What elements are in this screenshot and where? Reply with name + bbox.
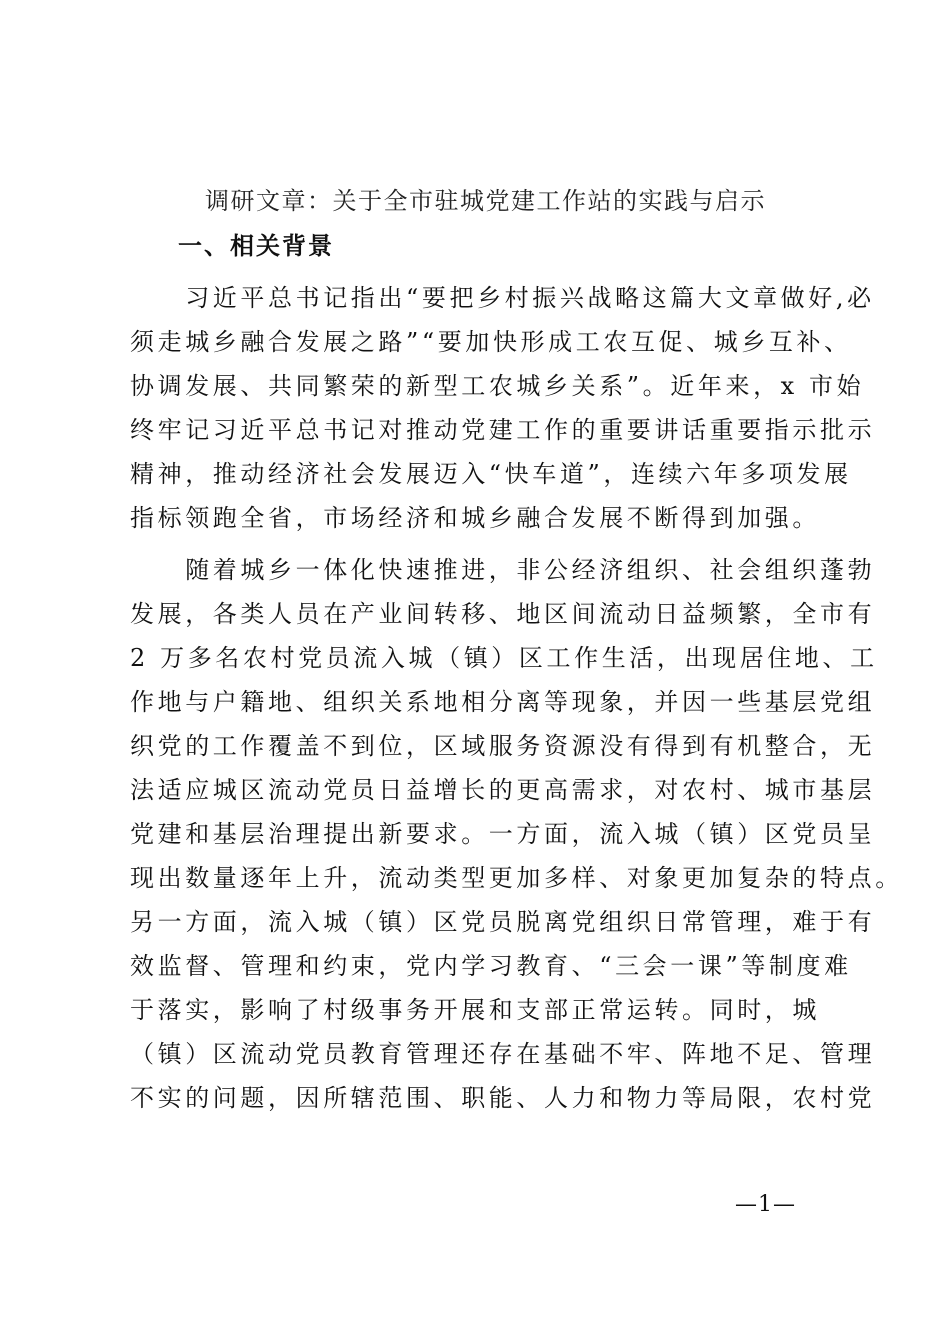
paragraph-line: 不实的问题，因所辖范围、职能、人力和物力等局限，农村党 (130, 1084, 876, 1112)
document-title: 调研文章：关于全市驻城党建工作站的实践与启示 (205, 187, 766, 215)
paragraph-1 (130, 276, 876, 540)
paragraph-line: 随着城乡一体化快速推进，非公经济组织、社会组织蓬勃 (130, 556, 876, 584)
paragraph-line: 精神，推动经济社会发展迈入“快车道”，连续六年多项发展 (130, 460, 852, 488)
paragraph-line: 须走城乡融合发展之路”“要加快形成工农互促、城乡互补、 (130, 328, 852, 356)
paragraph-2 (130, 548, 903, 1120)
paragraph-line: 效监督、管理和约束，党内学习教育、“三会一课”等制度难 (130, 952, 852, 980)
paragraph-line: 作地与户籍地、组织关系地相分离等现象，并因一些基层党组 (130, 688, 876, 716)
paragraph-line: 终牢记习近平总书记对推动党建工作的重要讲话重要指示批示 (130, 416, 876, 444)
paragraph-line: （镇）区流动党员教育管理还存在基础不牢、阵地不足、管理 (130, 1040, 876, 1068)
paragraph-line: 于落实，影响了村级事务开展和支部正常运转。同时，城 (130, 996, 820, 1024)
paragraph-line: 另一方面，流入城（镇）区党员脱离党组织日常管理，难于有 (130, 908, 876, 936)
paragraph-line: 指标领跑全省，市场经济和城乡融合发展不断得到加强。 (130, 504, 820, 532)
section-heading: 一、相关背景 (178, 232, 334, 260)
paragraph-line: 2 万多名农村党员流入城（镇）区工作生活，出现居住地、工 (130, 644, 878, 672)
paragraph-line: 协调发展、共同繁荣的新型工农城乡关系”。近年来，x 市始 (130, 372, 865, 400)
paragraph-line: 习近平总书记指出“要把乡村振兴战略这篇大文章做好,必 (130, 284, 875, 312)
page-number: —1— (735, 1192, 796, 1217)
paragraph-line: 法适应城区流动党员日益增长的更高需求，对农村、城市基层 (130, 776, 876, 804)
paragraph-line: 发展，各类人员在产业间转移、地区间流动日益频繁，全市有 (130, 600, 876, 628)
paragraph-line: 党建和基层治理提出新要求。一方面，流入城（镇）区党员呈 (130, 820, 876, 848)
paragraph-line: 现出数量逐年上升，流动类型更加多样、对象更加复杂的特点。 (130, 864, 903, 892)
paragraph-line: 织党的工作覆盖不到位，区域服务资源没有得到有机整合，无 (130, 732, 876, 760)
